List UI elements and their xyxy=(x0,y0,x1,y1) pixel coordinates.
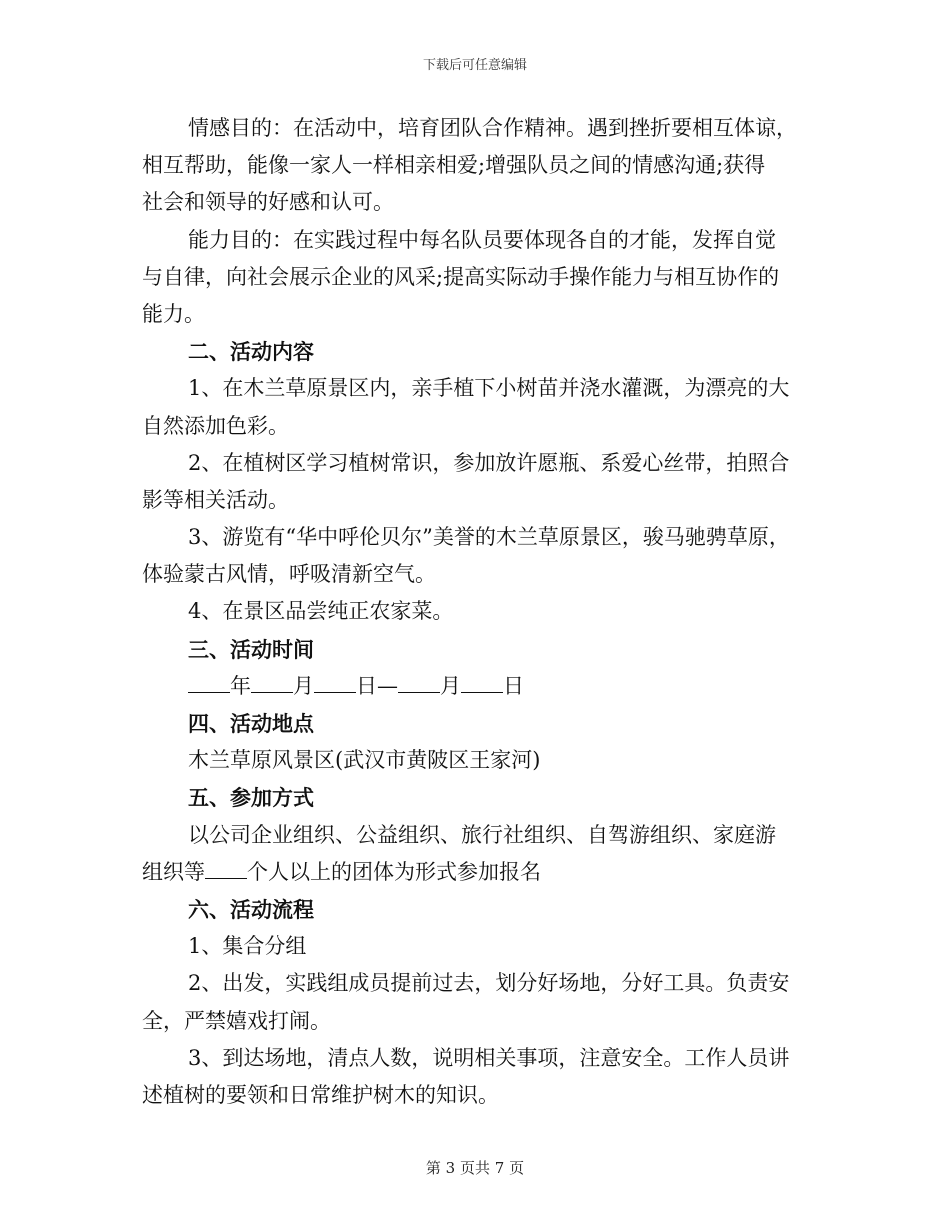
paragraph-line: 木兰草原风景区(武汉市黄陂区王家河) xyxy=(188,748,541,773)
blank-field xyxy=(398,674,440,693)
paragraph-line: 自然添加色彩。 xyxy=(142,413,289,438)
blank-field xyxy=(188,674,230,693)
date-day-label: 日— xyxy=(356,673,398,698)
date-month-label: 月 xyxy=(440,673,461,698)
paragraph-line: 与自律，向社会展示企业的风采;提高实际动手操作能力与相互协作的 xyxy=(142,264,780,289)
date-day-label: 日 xyxy=(503,673,524,698)
page-header: 下载后可任意编辑 xyxy=(422,58,527,73)
blank-field xyxy=(251,674,293,693)
document-body xyxy=(142,110,810,1114)
section-heading: 二、活动内容 xyxy=(188,339,314,365)
paragraph-line: 情感目的：在活动中，培育团队合作精神。遇到挫折要相互体谅， xyxy=(188,116,797,140)
paragraph-line: 2、在植树区学习植树常识，参加放许愿瓶、系爱心丝带，拍照合 xyxy=(188,450,790,475)
paragraph-line: 3、到达场地，清点人数，说明相关事项，注意安全。工作人员讲 xyxy=(188,1045,790,1070)
section-heading: 五、参加方式 xyxy=(188,785,314,811)
section-heading: 六、活动流程 xyxy=(188,896,314,922)
blank-field xyxy=(461,674,503,693)
group-prefix: 组织等 xyxy=(142,859,205,884)
paragraph-line: 3、游览有“华中呼伦贝尔”美誉的木兰草原景区，骏马驰骋草原， xyxy=(188,525,790,550)
paragraph-line: 1、在木兰草原景区内，亲手植下小树苗并浇水灌溉，为漂亮的大 xyxy=(188,376,790,401)
paragraph-line: 能力目的：在实践过程中每名队员要体现各自的才能，发挥自觉 xyxy=(188,227,776,252)
paragraph-line: 影等相关活动。 xyxy=(142,487,289,512)
paragraph-line: 体验蒙古风情，呼吸清新空气。 xyxy=(142,562,436,587)
paragraph-line: 述植树的要领和日常维护树木的知识。 xyxy=(142,1082,499,1107)
paragraph-line: 2、出发，实践组成员提前过去，划分好场地，分好工具。负责安 xyxy=(188,971,790,996)
section-heading: 四、活动地点 xyxy=(188,711,314,736)
paragraph-line: 4、在景区品尝纯正农家菜。 xyxy=(188,599,454,624)
blank-field xyxy=(205,860,247,879)
page-footer: 第 3 页共 7 页 xyxy=(425,1159,525,1177)
blank-field xyxy=(314,674,356,693)
paragraph-line: 以公司企业组织、公益组织、旅行社组织、自驾游组织、家庭游 xyxy=(188,822,776,847)
group-suffix: 个人以上的团体为形式参加报名 xyxy=(247,859,541,884)
paragraph-line: 相互帮助，能像一家人一样相亲相爱;增强队员之间的情感沟通;获得 xyxy=(142,153,766,178)
paragraph-line: 1、集合分组 xyxy=(188,934,307,959)
date-line xyxy=(142,668,810,705)
paragraph-line: 能力。 xyxy=(142,301,205,326)
date-year-label: 年 xyxy=(230,673,251,698)
paragraph-line: 社会和领导的好感和认可。 xyxy=(142,190,394,215)
group-size-line xyxy=(142,854,810,891)
paragraph-line: 全，严禁嬉戏打闹。 xyxy=(142,1008,331,1033)
section-heading: 三、活动时间 xyxy=(188,636,314,662)
date-month-label: 月 xyxy=(293,673,314,698)
